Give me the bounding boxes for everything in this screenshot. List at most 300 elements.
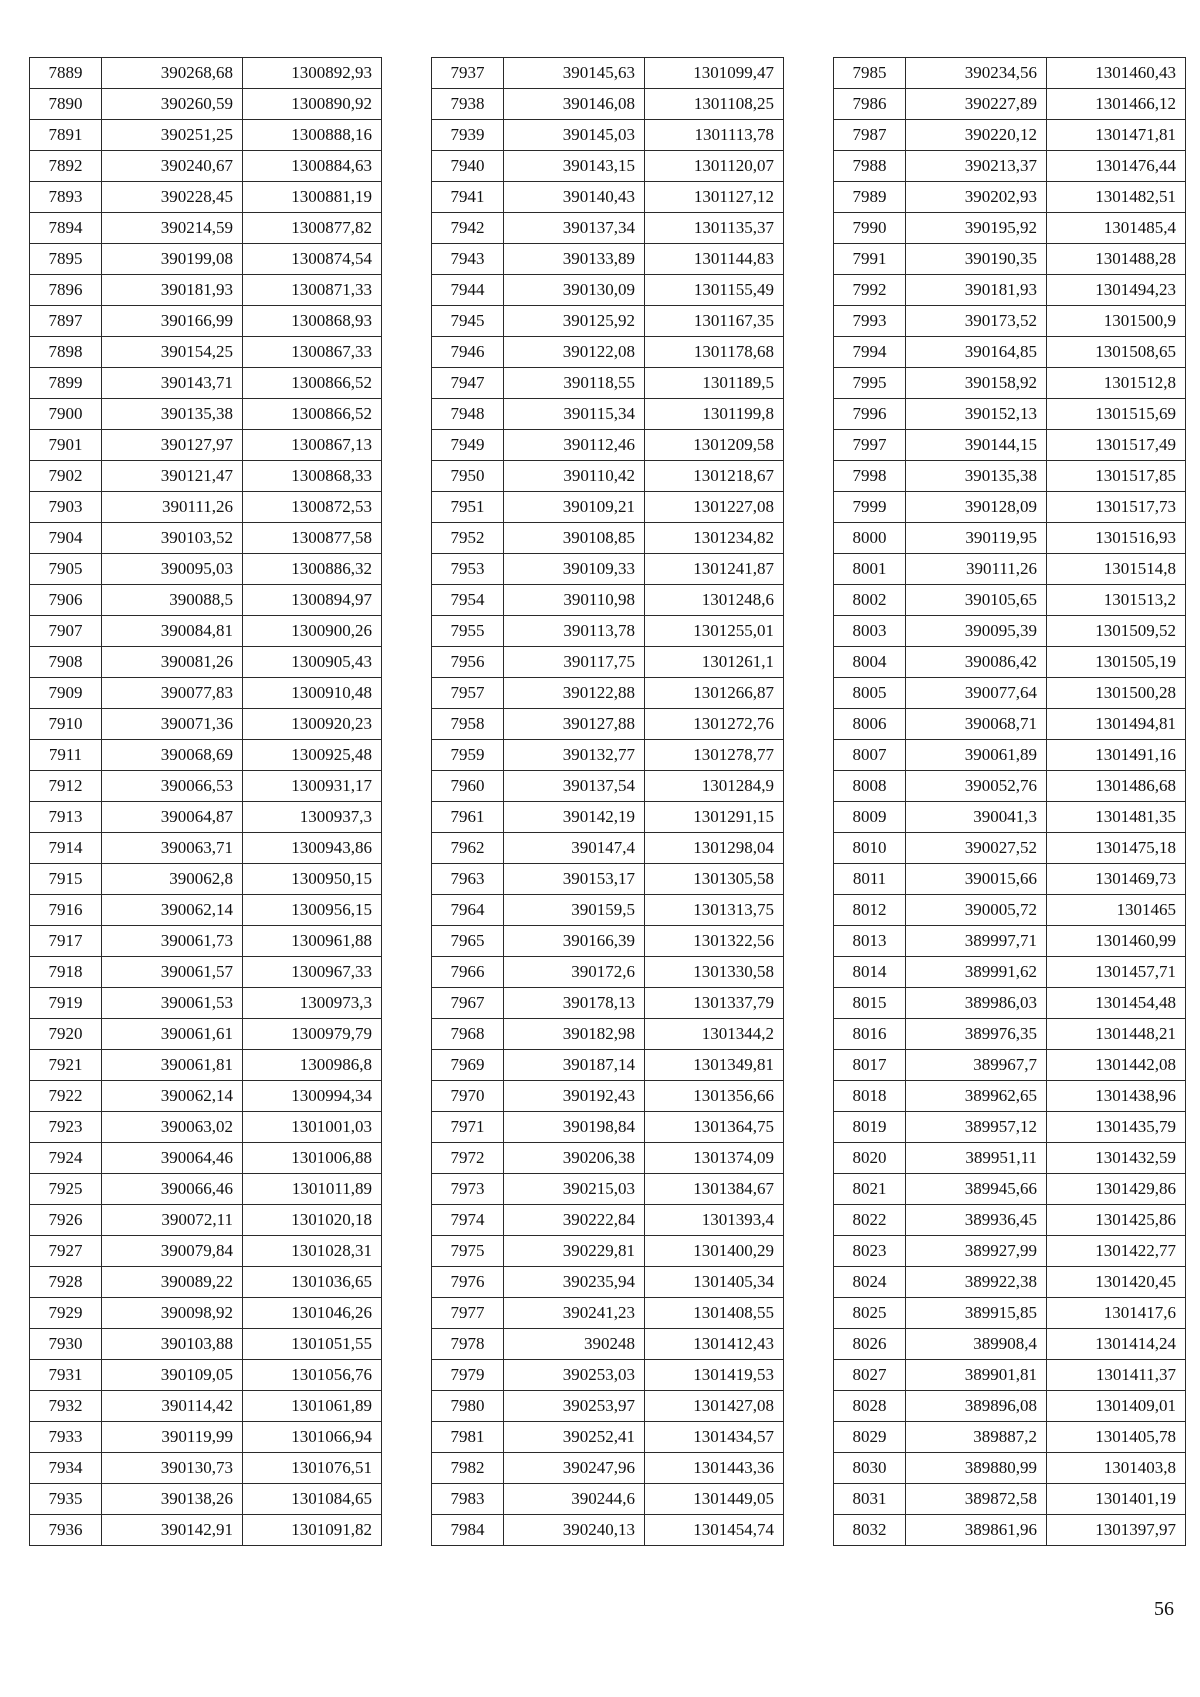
table-row: [30, 151, 382, 182]
y-coordinate-cell: 1301512,8: [1047, 368, 1186, 399]
point-number-cell: 8023: [834, 1236, 906, 1267]
x-coordinate-cell: 390247,96: [504, 1453, 645, 1484]
x-coordinate-cell: 390071,36: [102, 709, 243, 740]
table-row: [30, 1050, 382, 1081]
table-row: [834, 523, 1186, 554]
x-coordinate-cell: 390061,81: [102, 1050, 243, 1081]
point-number-cell: 7911: [30, 740, 102, 771]
x-coordinate-cell: 390241,23: [504, 1298, 645, 1329]
point-number-cell: 7912: [30, 771, 102, 802]
y-coordinate-cell: 1301435,79: [1047, 1112, 1186, 1143]
point-number-cell: 7969: [432, 1050, 504, 1081]
x-coordinate-cell: 390095,39: [906, 616, 1047, 647]
point-number-cell: 7960: [432, 771, 504, 802]
y-coordinate-cell: 1300931,17: [243, 771, 382, 802]
y-coordinate-cell: 1301234,82: [645, 523, 784, 554]
y-coordinate-cell: 1301120,07: [645, 151, 784, 182]
x-coordinate-cell: 389957,12: [906, 1112, 1047, 1143]
x-coordinate-cell: 390202,93: [906, 182, 1047, 213]
y-coordinate-cell: 1301135,37: [645, 213, 784, 244]
table-row: [834, 1515, 1186, 1546]
x-coordinate-cell: 389936,45: [906, 1205, 1047, 1236]
point-number-cell: 7971: [432, 1112, 504, 1143]
y-coordinate-cell: 1301322,56: [645, 926, 784, 957]
x-coordinate-cell: 390110,42: [504, 461, 645, 492]
point-number-cell: 7893: [30, 182, 102, 213]
table-row: [30, 926, 382, 957]
table-row: [834, 337, 1186, 368]
x-coordinate-cell: 390077,83: [102, 678, 243, 709]
x-coordinate-cell: 390135,38: [102, 399, 243, 430]
table-row: [30, 895, 382, 926]
point-number-cell: 7994: [834, 337, 906, 368]
point-number-cell: 7923: [30, 1112, 102, 1143]
coordinate-table-right: [833, 57, 1186, 1546]
table-row: [432, 368, 784, 399]
point-number-cell: 7956: [432, 647, 504, 678]
table-row: [432, 1422, 784, 1453]
point-number-cell: 7939: [432, 120, 504, 151]
table-row: [834, 1050, 1186, 1081]
x-coordinate-cell: 390125,92: [504, 306, 645, 337]
y-coordinate-cell: 1301417,6: [1047, 1298, 1186, 1329]
table-row: [834, 554, 1186, 585]
y-coordinate-cell: 1301443,36: [645, 1453, 784, 1484]
table-row: [432, 306, 784, 337]
x-coordinate-cell: 390142,19: [504, 802, 645, 833]
y-coordinate-cell: 1300925,48: [243, 740, 382, 771]
x-coordinate-cell: 390062,14: [102, 1081, 243, 1112]
table-row: [432, 1360, 784, 1391]
y-coordinate-cell: 1301178,68: [645, 337, 784, 368]
y-coordinate-cell: 1300888,16: [243, 120, 382, 151]
y-coordinate-cell: 1301508,65: [1047, 337, 1186, 368]
point-number-cell: 7894: [30, 213, 102, 244]
table-row: [30, 802, 382, 833]
point-number-cell: 7914: [30, 833, 102, 864]
point-number-cell: 7990: [834, 213, 906, 244]
y-coordinate-cell: 1301108,25: [645, 89, 784, 120]
point-number-cell: 7946: [432, 337, 504, 368]
x-coordinate-cell: 390117,75: [504, 647, 645, 678]
table-row: [30, 89, 382, 120]
y-coordinate-cell: 1301429,86: [1047, 1174, 1186, 1205]
point-number-cell: 7892: [30, 151, 102, 182]
x-coordinate-cell: 390166,99: [102, 306, 243, 337]
x-coordinate-cell: 390015,66: [906, 864, 1047, 895]
x-coordinate-cell: 390153,17: [504, 864, 645, 895]
table-row: [432, 988, 784, 1019]
x-coordinate-cell: 389901,81: [906, 1360, 1047, 1391]
point-number-cell: 7932: [30, 1391, 102, 1422]
table-row: [30, 1484, 382, 1515]
y-coordinate-cell: 1301011,89: [243, 1174, 382, 1205]
y-coordinate-cell: 1301364,75: [645, 1112, 784, 1143]
table-row: [432, 1205, 784, 1236]
y-coordinate-cell: 1301500,9: [1047, 306, 1186, 337]
point-number-cell: 7937: [432, 58, 504, 89]
x-coordinate-cell: 390005,72: [906, 895, 1047, 926]
table-row: [30, 1143, 382, 1174]
point-number-cell: 7952: [432, 523, 504, 554]
y-coordinate-cell: 1301414,24: [1047, 1329, 1186, 1360]
point-number-cell: 7974: [432, 1205, 504, 1236]
y-coordinate-cell: 1301397,97: [1047, 1515, 1186, 1546]
x-coordinate-cell: 390133,89: [504, 244, 645, 275]
point-number-cell: 8029: [834, 1422, 906, 1453]
point-number-cell: 7980: [432, 1391, 504, 1422]
x-coordinate-cell: 390062,14: [102, 895, 243, 926]
table-row: [432, 1267, 784, 1298]
x-coordinate-cell: 390089,22: [102, 1267, 243, 1298]
table-row: [432, 58, 784, 89]
y-coordinate-cell: 1300994,34: [243, 1081, 382, 1112]
table-row: [30, 1453, 382, 1484]
x-coordinate-cell: 390128,09: [906, 492, 1047, 523]
y-coordinate-cell: 1301291,15: [645, 802, 784, 833]
x-coordinate-cell: 390227,89: [906, 89, 1047, 120]
table-row: [432, 213, 784, 244]
y-coordinate-cell: 1301084,65: [243, 1484, 382, 1515]
y-coordinate-cell: 1300868,93: [243, 306, 382, 337]
x-coordinate-cell: 390145,63: [504, 58, 645, 89]
y-coordinate-cell: 1301199,8: [645, 399, 784, 430]
x-coordinate-cell: 390127,97: [102, 430, 243, 461]
y-coordinate-cell: 1300979,79: [243, 1019, 382, 1050]
point-number-cell: 8015: [834, 988, 906, 1019]
x-coordinate-cell: 390166,39: [504, 926, 645, 957]
table-row: [834, 585, 1186, 616]
table-row: [834, 1267, 1186, 1298]
point-number-cell: 8018: [834, 1081, 906, 1112]
table-row: [834, 58, 1186, 89]
x-coordinate-cell: 390112,46: [504, 430, 645, 461]
y-coordinate-cell: 1301412,43: [645, 1329, 784, 1360]
x-coordinate-cell: 390143,71: [102, 368, 243, 399]
x-coordinate-cell: 390187,14: [504, 1050, 645, 1081]
point-number-cell: 8014: [834, 957, 906, 988]
x-coordinate-cell: 390260,59: [102, 89, 243, 120]
point-number-cell: 7927: [30, 1236, 102, 1267]
table-row: [432, 1019, 784, 1050]
x-coordinate-cell: 390251,25: [102, 120, 243, 151]
table-row: [834, 988, 1186, 1019]
table-row: [834, 89, 1186, 120]
y-coordinate-cell: 1300956,15: [243, 895, 382, 926]
table-row: [30, 1174, 382, 1205]
table-row: [834, 1360, 1186, 1391]
y-coordinate-cell: 1301344,2: [645, 1019, 784, 1050]
x-coordinate-cell: 390068,71: [906, 709, 1047, 740]
x-coordinate-cell: 390198,84: [504, 1112, 645, 1143]
point-number-cell: 7909: [30, 678, 102, 709]
x-coordinate-cell: 390081,26: [102, 647, 243, 678]
table-row: [432, 802, 784, 833]
table-row: [432, 1112, 784, 1143]
point-number-cell: 8001: [834, 554, 906, 585]
table-row: [432, 275, 784, 306]
table-row: [30, 1112, 382, 1143]
point-number-cell: 7992: [834, 275, 906, 306]
point-number-cell: 7907: [30, 616, 102, 647]
point-number-cell: 7957: [432, 678, 504, 709]
x-coordinate-cell: 390144,15: [906, 430, 1047, 461]
point-number-cell: 7916: [30, 895, 102, 926]
table-row: [432, 957, 784, 988]
table-row: [432, 1174, 784, 1205]
x-coordinate-cell: 390172,6: [504, 957, 645, 988]
x-coordinate-cell: 389915,85: [906, 1298, 1047, 1329]
table-row: [432, 182, 784, 213]
point-number-cell: 8016: [834, 1019, 906, 1050]
y-coordinate-cell: 1301384,67: [645, 1174, 784, 1205]
table-row: [834, 1329, 1186, 1360]
point-number-cell: 8008: [834, 771, 906, 802]
x-coordinate-cell: 390105,65: [906, 585, 1047, 616]
y-coordinate-cell: 1301028,31: [243, 1236, 382, 1267]
y-coordinate-cell: 1301422,77: [1047, 1236, 1186, 1267]
table-row: [432, 864, 784, 895]
table-row: [432, 1484, 784, 1515]
table-row: [30, 337, 382, 368]
x-coordinate-cell: 390143,15: [504, 151, 645, 182]
point-number-cell: 8024: [834, 1267, 906, 1298]
x-coordinate-cell: 390111,26: [906, 554, 1047, 585]
table-row: [834, 1236, 1186, 1267]
table-row: [834, 1484, 1186, 1515]
table-row: [834, 213, 1186, 244]
y-coordinate-cell: 1301460,43: [1047, 58, 1186, 89]
table-row: [432, 337, 784, 368]
x-coordinate-cell: 389962,65: [906, 1081, 1047, 1112]
y-coordinate-cell: 1301465: [1047, 895, 1186, 926]
y-coordinate-cell: 1301144,83: [645, 244, 784, 275]
table-row: [834, 1174, 1186, 1205]
x-coordinate-cell: 390146,08: [504, 89, 645, 120]
y-coordinate-cell: 1300881,19: [243, 182, 382, 213]
x-coordinate-cell: 390063,02: [102, 1112, 243, 1143]
y-coordinate-cell: 1301516,93: [1047, 523, 1186, 554]
y-coordinate-cell: 1301494,23: [1047, 275, 1186, 306]
x-coordinate-cell: 390142,91: [102, 1515, 243, 1546]
table-row: [30, 1019, 382, 1050]
point-number-cell: 7999: [834, 492, 906, 523]
x-coordinate-cell: 390119,95: [906, 523, 1047, 554]
point-number-cell: 7925: [30, 1174, 102, 1205]
y-coordinate-cell: 1301298,04: [645, 833, 784, 864]
table-row: [432, 616, 784, 647]
x-coordinate-cell: 390061,53: [102, 988, 243, 1019]
point-number-cell: 7950: [432, 461, 504, 492]
y-coordinate-cell: 1301434,57: [645, 1422, 784, 1453]
point-number-cell: 7902: [30, 461, 102, 492]
point-number-cell: 7896: [30, 275, 102, 306]
y-coordinate-cell: 1301266,87: [645, 678, 784, 709]
table-row: [30, 1298, 382, 1329]
point-number-cell: 7987: [834, 120, 906, 151]
x-coordinate-cell: 390137,34: [504, 213, 645, 244]
point-number-cell: 7928: [30, 1267, 102, 1298]
x-coordinate-cell: 390064,46: [102, 1143, 243, 1174]
table-row: [432, 244, 784, 275]
y-coordinate-cell: 1300894,97: [243, 585, 382, 616]
y-coordinate-cell: 1301420,45: [1047, 1267, 1186, 1298]
table-row: [30, 709, 382, 740]
x-coordinate-cell: 390113,78: [504, 616, 645, 647]
x-coordinate-cell: 390215,03: [504, 1174, 645, 1205]
y-coordinate-cell: 1300961,88: [243, 926, 382, 957]
point-number-cell: 7919: [30, 988, 102, 1019]
point-number-cell: 7985: [834, 58, 906, 89]
x-coordinate-cell: 390240,13: [504, 1515, 645, 1546]
y-coordinate-cell: 1301261,1: [645, 647, 784, 678]
x-coordinate-cell: 390077,64: [906, 678, 1047, 709]
table-row: [834, 492, 1186, 523]
table-row: [30, 1236, 382, 1267]
point-number-cell: 7968: [432, 1019, 504, 1050]
x-coordinate-cell: 390253,03: [504, 1360, 645, 1391]
table-row: [432, 430, 784, 461]
table-row: [834, 399, 1186, 430]
y-coordinate-cell: 1300905,43: [243, 647, 382, 678]
y-coordinate-cell: 1300866,52: [243, 399, 382, 430]
table-row: [30, 678, 382, 709]
y-coordinate-cell: 1301509,52: [1047, 616, 1186, 647]
y-coordinate-cell: 1301425,86: [1047, 1205, 1186, 1236]
point-number-cell: 7906: [30, 585, 102, 616]
table-row: [834, 306, 1186, 337]
point-number-cell: 7949: [432, 430, 504, 461]
x-coordinate-cell: 389927,99: [906, 1236, 1047, 1267]
y-coordinate-cell: 1301248,6: [645, 585, 784, 616]
point-number-cell: 7993: [834, 306, 906, 337]
table-row: [432, 647, 784, 678]
y-coordinate-cell: 1301284,9: [645, 771, 784, 802]
point-number-cell: 7900: [30, 399, 102, 430]
table-row: [30, 864, 382, 895]
point-number-cell: 7905: [30, 554, 102, 585]
table-row: [30, 585, 382, 616]
table-row: [834, 864, 1186, 895]
table-row: [30, 58, 382, 89]
point-number-cell: 8028: [834, 1391, 906, 1422]
y-coordinate-cell: 1301454,48: [1047, 988, 1186, 1019]
table-row: [834, 926, 1186, 957]
x-coordinate-cell: 389922,38: [906, 1267, 1047, 1298]
point-number-cell: 7898: [30, 337, 102, 368]
x-coordinate-cell: 389951,11: [906, 1143, 1047, 1174]
y-coordinate-cell: 1301189,5: [645, 368, 784, 399]
table-row: [834, 244, 1186, 275]
table-row: [30, 616, 382, 647]
x-coordinate-cell: 389861,96: [906, 1515, 1047, 1546]
y-coordinate-cell: 1301305,58: [645, 864, 784, 895]
point-number-cell: 8027: [834, 1360, 906, 1391]
table-row: [834, 771, 1186, 802]
x-coordinate-cell: 390066,46: [102, 1174, 243, 1205]
y-coordinate-cell: 1301411,37: [1047, 1360, 1186, 1391]
point-number-cell: 7964: [432, 895, 504, 926]
table-row: [834, 1205, 1186, 1236]
x-coordinate-cell: 390173,52: [906, 306, 1047, 337]
y-coordinate-cell: 1301460,99: [1047, 926, 1186, 957]
point-number-cell: 7986: [834, 89, 906, 120]
point-number-cell: 8022: [834, 1205, 906, 1236]
y-coordinate-cell: 1301517,73: [1047, 492, 1186, 523]
y-coordinate-cell: 1300950,15: [243, 864, 382, 895]
y-coordinate-cell: 1300890,92: [243, 89, 382, 120]
y-coordinate-cell: 1300937,3: [243, 802, 382, 833]
x-coordinate-cell: 390086,42: [906, 647, 1047, 678]
y-coordinate-cell: 1301400,29: [645, 1236, 784, 1267]
y-coordinate-cell: 1300871,33: [243, 275, 382, 306]
x-coordinate-cell: 390061,57: [102, 957, 243, 988]
x-coordinate-cell: 390095,03: [102, 554, 243, 585]
point-number-cell: 7947: [432, 368, 504, 399]
y-coordinate-cell: 1301517,49: [1047, 430, 1186, 461]
point-number-cell: 8021: [834, 1174, 906, 1205]
table-row: [432, 1329, 784, 1360]
y-coordinate-cell: 1300886,32: [243, 554, 382, 585]
point-number-cell: 7970: [432, 1081, 504, 1112]
x-coordinate-cell: 390098,92: [102, 1298, 243, 1329]
point-number-cell: 7983: [432, 1484, 504, 1515]
y-coordinate-cell: 1301488,28: [1047, 244, 1186, 275]
point-number-cell: 7891: [30, 120, 102, 151]
point-number-cell: 7951: [432, 492, 504, 523]
x-coordinate-cell: 390072,11: [102, 1205, 243, 1236]
table-row: [834, 709, 1186, 740]
table-row: [834, 1143, 1186, 1174]
x-coordinate-cell: 389945,66: [906, 1174, 1047, 1205]
table-row: [30, 1360, 382, 1391]
y-coordinate-cell: 1301330,58: [645, 957, 784, 988]
point-number-cell: 7982: [432, 1453, 504, 1484]
x-coordinate-cell: 390145,03: [504, 120, 645, 151]
x-coordinate-cell: 390084,81: [102, 616, 243, 647]
table-row: [432, 833, 784, 864]
y-coordinate-cell: 1300877,82: [243, 213, 382, 244]
point-number-cell: 7979: [432, 1360, 504, 1391]
y-coordinate-cell: 1301061,89: [243, 1391, 382, 1422]
table-row: [834, 740, 1186, 771]
y-coordinate-cell: 1300967,33: [243, 957, 382, 988]
y-coordinate-cell: 1301405,34: [645, 1267, 784, 1298]
table-row: [834, 895, 1186, 926]
point-number-cell: 8019: [834, 1112, 906, 1143]
x-coordinate-cell: 390122,08: [504, 337, 645, 368]
table-row: [834, 833, 1186, 864]
point-number-cell: 7975: [432, 1236, 504, 1267]
point-number-cell: 7963: [432, 864, 504, 895]
y-coordinate-cell: 1301485,4: [1047, 213, 1186, 244]
table-row: [30, 833, 382, 864]
table-row: [30, 1205, 382, 1236]
point-number-cell: 7889: [30, 58, 102, 89]
table-row: [432, 1143, 784, 1174]
table-row: [432, 492, 784, 523]
table-row: [30, 182, 382, 213]
table-row: [30, 368, 382, 399]
point-number-cell: 7904: [30, 523, 102, 554]
x-coordinate-cell: 390119,99: [102, 1422, 243, 1453]
point-number-cell: 7935: [30, 1484, 102, 1515]
x-coordinate-cell: 390122,88: [504, 678, 645, 709]
table-row: [432, 895, 784, 926]
x-coordinate-cell: 389908,4: [906, 1329, 1047, 1360]
table-row: [432, 523, 784, 554]
point-number-cell: 8007: [834, 740, 906, 771]
